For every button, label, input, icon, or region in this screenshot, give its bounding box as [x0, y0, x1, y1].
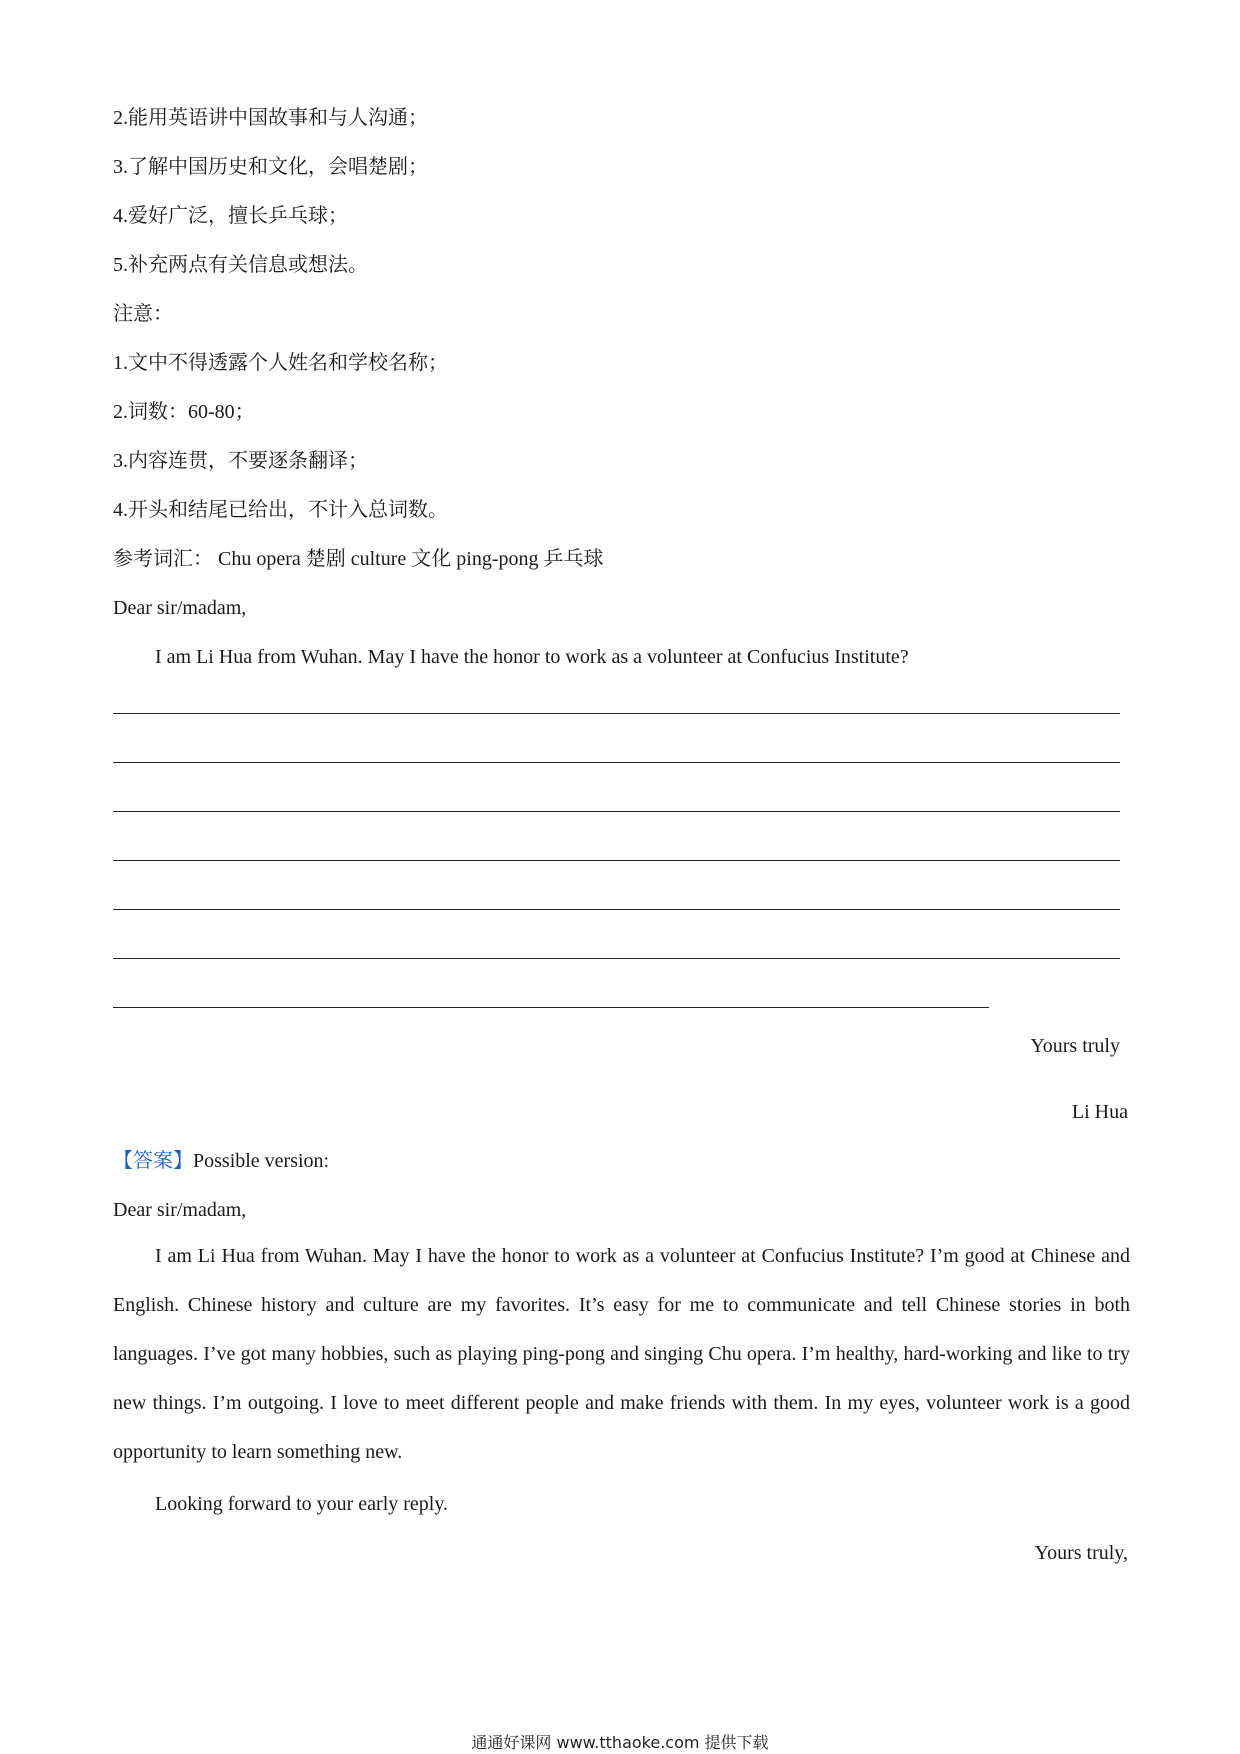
vocab-line: 参考词汇： Chu opera 楚剧 culture 文化 ping-pong 乒乓球 [113, 548, 604, 570]
note-1: 1.文中不得透露个人姓名和学校名称； [113, 352, 448, 374]
answer-looking-forward: Looking forward to your early reply. [155, 1493, 449, 1515]
answer-greeting: Dear sir/madam, [113, 1199, 247, 1221]
answer-label: Possible version: [193, 1150, 330, 1172]
writing-line-6[interactable] [113, 958, 1120, 959]
letter-closing: Yours truly [1030, 1035, 1120, 1057]
notes-title: 注意： [113, 303, 173, 325]
answer-heading [113, 1147, 329, 1175]
note-3: 3.内容连贯，不要逐条翻译； [113, 450, 368, 472]
note-4: 4.开头和结尾已给出，不计入总词数。 [113, 499, 448, 521]
page-footer: 通通好课网 www.tthaoke.com 提供下载 [471, 1733, 769, 1752]
letter-signature: Li Hua [1071, 1101, 1128, 1123]
requirement-5: 5.补充两点有关信息或想法。 [113, 254, 368, 276]
letter-greeting: Dear sir/madam, [113, 597, 247, 619]
answer-tag: 【答案】 [113, 1150, 193, 1172]
writing-line-3[interactable] [113, 811, 1120, 812]
requirement-4: 4.爱好广泛，擅长乒乓球； [113, 205, 348, 227]
answer-closing: Yours truly, [1034, 1542, 1128, 1564]
note-2: 2.词数：60-80； [113, 401, 255, 423]
writing-line-7[interactable] [113, 1007, 989, 1008]
requirement-2: 2.能用英语讲中国故事和与人沟通； [113, 107, 428, 129]
requirement-3: 3.了解中国历史和文化，会唱楚剧； [113, 156, 428, 178]
answer-body: I am Li Hua from Wuhan. May I have the honor to work as a volunteer at Confucius Institute? I’m good at Chinese and English. Chinese history and culture are my favorites. It’s easy for me to communicate and tell Chinese stories in both languages. I’ve got many hobbies, such as playing ping-pong and singing Chu opera. I’m healthy, hard-working and like to try new things. I’m outgoing. I love to meet different people and make friends with them. In my eyes, volunteer work is a good opportunity to learn something new. [113, 1245, 1130, 1463]
writing-line-2[interactable] [113, 762, 1120, 763]
writing-line-4[interactable] [113, 860, 1120, 861]
writing-line-5[interactable] [113, 909, 1120, 910]
letter-opening: I am Li Hua from Wuhan. May I have the honor to work as a volunteer at Confucius Institute? [155, 646, 909, 668]
writing-line-1[interactable] [113, 713, 1120, 714]
